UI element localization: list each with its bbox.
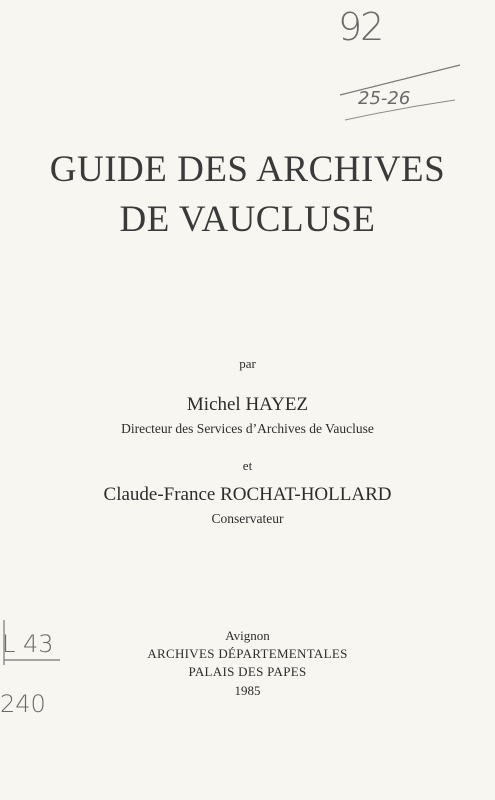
handwritten-shelf-number: 92 xyxy=(338,5,383,49)
author-2-role: Conservateur xyxy=(211,511,284,526)
page-title-line-2: DE VAUCLUSE xyxy=(119,199,376,240)
by-label: par xyxy=(239,356,256,371)
and-label: et xyxy=(242,458,253,473)
handwritten-left-number: 240 xyxy=(0,690,46,718)
handwritten-left-label: L 43 xyxy=(2,630,54,658)
author-1-role: Directeur des Services d’Archives de Vaucluse xyxy=(121,421,374,436)
imprint-publisher-line-2: PALAIS DES PAPES xyxy=(188,664,307,679)
imprint-publisher-line-1: ARCHIVES DÉPARTEMENTALES xyxy=(147,646,348,661)
page-title-line-1: GUIDE DES ARCHIVES xyxy=(49,149,446,190)
imprint-city: Avignon xyxy=(225,628,270,643)
imprint-year: 1985 xyxy=(234,683,261,698)
author-2-name: Claude-France ROCHAT-HOLLARD xyxy=(103,484,392,505)
handwritten-sub-number: 25-26 xyxy=(358,88,411,109)
author-1-name: Michel HAYEZ xyxy=(186,394,309,415)
